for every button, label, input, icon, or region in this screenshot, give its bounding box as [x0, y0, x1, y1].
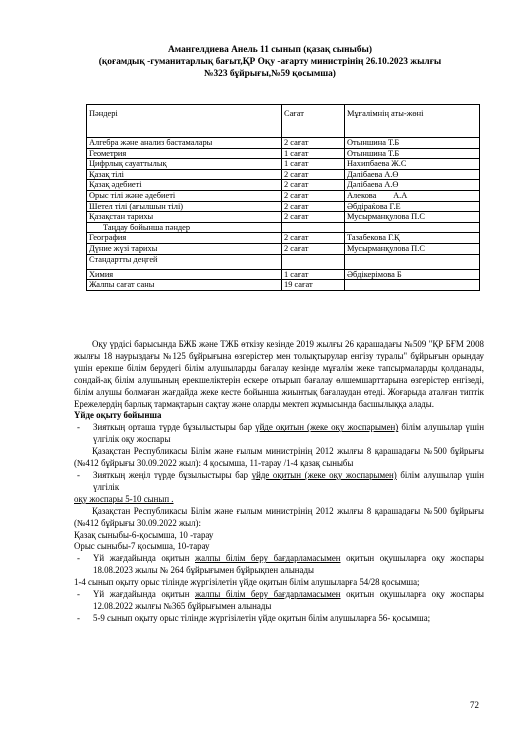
hours-cell: 1 сағат — [282, 148, 345, 159]
section-label-elective: Таңдау бойынша пәндер — [87, 222, 282, 233]
bullet-item — [74, 589, 484, 613]
hours-cell: 2 сағат — [282, 169, 345, 180]
teacher-cell: Тазабекова Г.Қ — [345, 233, 480, 244]
teacher-cell: Дәлібаева А.Ө — [345, 169, 480, 180]
teacher-cell: Алекова А.А — [345, 190, 480, 201]
russian-class-line: Орыс сыныбы-7 қосымша, 10-тарау — [74, 541, 210, 552]
teacher-cell — [345, 222, 480, 233]
bullet-dash: - — [77, 612, 80, 623]
teacher-cell: Мусырманқулова П.С — [345, 212, 480, 223]
paragraph-order-500-b: Қазақстан Республикасы Білім және ғылым министрінің 2012 жылғы 8 қарашадағы №500 бұйрығы (№412 бұйрығы 30.09.2022 жыл): — [74, 505, 484, 528]
bullet-text: Зияткың орташа түрде бұзылыстыры бар — [93, 422, 256, 433]
subject-cell: Шетел тілі (ағылшын тілі) — [87, 201, 282, 212]
hours-cell: 2 сағат — [282, 138, 345, 149]
table-row — [87, 212, 480, 223]
bullet-text: 5-9 сынып оқыту орыс тілінде жүргізілетін үйде оқитын білім алушыларға 56- қосымша; — [93, 612, 431, 623]
paragraph-grades-1-4: 1-4 сынып оқыту орыс тілінде жүргізілетін үйде оқитын білім алушыларға 54/28 қосымша; — [74, 577, 420, 588]
bullet-dash: - — [77, 469, 80, 480]
bullet-underlined-text: үйде оқитын (жеке оқу жоспарымен) — [251, 469, 397, 480]
teacher-cell: Әбдікерімова Б — [345, 269, 480, 280]
subject-cell: Қазақстан тарихы — [87, 212, 282, 223]
table-row — [87, 201, 480, 212]
subjects-table — [86, 104, 480, 291]
table-row — [87, 180, 480, 191]
subject-cell: Геометрия — [87, 148, 282, 159]
header-line-3: №323 бұйрығы,№59 қосымша) — [204, 69, 336, 80]
table-header-row — [87, 105, 480, 138]
total-hours-cell: 19 сағат — [282, 280, 345, 291]
subject-cell: Алгебра және анализ бастамалары — [87, 138, 282, 149]
table-section-row — [87, 254, 480, 269]
column-header-teacher: Мұғалімнің аты-жөні — [345, 105, 480, 138]
subject-cell: Химия — [87, 269, 282, 280]
total-label-cell: Жалпы сағат саны — [87, 280, 282, 291]
table-row — [87, 243, 480, 254]
hours-cell: 2 сағат — [282, 233, 345, 244]
table-section-row — [87, 222, 480, 233]
table-row — [87, 148, 480, 159]
table-total-row — [87, 280, 480, 291]
bullet-text: Үй жағдайында оқитын — [93, 589, 196, 600]
hours-cell: 2 сағат — [282, 212, 345, 223]
subject-cell: Цифрлық сауаттылық — [87, 159, 282, 170]
bullet-item — [74, 553, 484, 577]
hours-cell: 2 сағат — [282, 190, 345, 201]
subject-cell: Дүние жүзі тарихы — [87, 243, 282, 254]
table-row — [87, 233, 480, 244]
teacher-cell: Нахипбаева Ж.С — [345, 159, 480, 170]
bullet-text: оқитын оқушыларға оқу жоспары 18.08.2023 жылы № 264 бұйрығымен бұйрықпен алынады — [93, 553, 484, 576]
bullet-dash: - — [77, 589, 80, 600]
bullet-underlined-text: жалпы білім беру бағдарламасымен — [195, 589, 341, 600]
curriculum-grades-line: оқу жоспары 5-10 сынып . — [74, 493, 174, 504]
bullet-text: білім алушылар үшін үлгілік оқу жоспары — [93, 422, 485, 445]
bullet-item — [74, 422, 484, 446]
teacher-cell — [345, 280, 480, 291]
hours-cell — [282, 222, 345, 233]
bullet-dash: - — [77, 553, 80, 564]
paragraph-assessment: Оқу үрдісі барысында БЖБ және ТЖБ өткізу кезінде 2019 жылғы 26 қарашадағы №509 "ҚР БҒМ 2008 жылғы 18 наурыздағы №125 бұйрығына өзгерістер мен толықтырулар енгізу туралы" бұйрығын орындау үшін ерекше білім берудегі білім алушыларды бағалау кезінде мұғалім жеке тапсырмаларды қолданады, сондай-ақ білім алушының ерекшеліктерін ескере отырып бағалау өлшемшарттарына өзгерістер енгізеді, білім алушы болмаған жағдайда жеке кесте бойынша жиынтық бағалаудан өтеді. Жоғарыда аталған типтік Ережелердің барлық тармақтарын сақтау және оларды мектеп жұмысында басшылыққа алады. — [74, 339, 484, 409]
section-heading-home-schooling: Үйде оқыту бойынша — [74, 410, 162, 421]
page-number: 72 — [470, 700, 479, 710]
column-header-hours: Сағат — [282, 105, 345, 138]
bullet-text: оқитын оқушыларға оқу жоспары 12.08.2022 жылғы №365 бұйрығымен алынады — [93, 589, 484, 611]
subject-cell: Қазақ әдебиеті — [87, 180, 282, 191]
column-header-subjects: Пәндері — [87, 105, 282, 138]
header-line-1: Амангелдиева Анель 11 сынып (қазақ сыныбы) — [168, 45, 372, 55]
hours-cell: 1 сағат — [282, 159, 345, 170]
hours-cell: 2 сағат — [282, 201, 345, 212]
table-row — [87, 269, 480, 280]
hours-cell: 2 сағат — [282, 180, 345, 191]
table-row — [87, 138, 480, 149]
table-row — [87, 169, 480, 180]
table-row — [87, 159, 480, 170]
teacher-cell: Мусырманқулова П.С — [345, 243, 480, 254]
section-label-standard: Стандартты деңгей — [87, 254, 282, 269]
teacher-cell — [345, 254, 480, 269]
subject-cell: География — [87, 233, 282, 244]
document-body — [74, 339, 484, 625]
teacher-cell: Дәлібаева А.Ө — [345, 180, 480, 191]
document-header — [70, 44, 470, 81]
hours-cell: 1 сағат — [282, 269, 345, 280]
bullet-text: білім алушылар үшін үлгілік — [93, 469, 485, 492]
bullet-item — [74, 613, 484, 625]
teacher-cell: Отыншина Т.Б — [345, 148, 480, 159]
table-row — [87, 190, 480, 201]
bullet-text: Зияткың жеңіл түрде бұзылыстыры бар — [93, 469, 252, 480]
header-line-2: (қоғамдық -гуманитарлық бағыт,ҚР Оқу -ағарту министрінің 26.10.2023 жылғы — [98, 57, 442, 68]
hours-cell — [282, 254, 345, 269]
bullet-underlined-text: үйде оқитын (жеке оқу жоспарымен) — [255, 422, 399, 433]
teacher-cell: Әбдіраќова Г.Е — [345, 201, 480, 212]
bullet-text: Үй жағдайында оқитын — [93, 553, 196, 564]
subject-cell: Орыс тілі және әдебиеті — [87, 190, 282, 201]
hours-cell: 2 сағат — [282, 243, 345, 254]
bullet-dash: - — [77, 422, 80, 433]
teacher-cell: Отыншина Т.Б — [345, 138, 480, 149]
subject-cell: Қазақ тілі — [87, 169, 282, 180]
bullet-item — [74, 470, 484, 494]
kazakh-class-line: Қазақ сыныбы-6-қосымша, 10 -тарау — [74, 529, 214, 540]
paragraph-order-500: Қазақстан Республикасы Білім және ғылым министрінің 2012 жылғы 8 қарашадағы №500 бұйрығы (№412 бұйрығы 30.09.2022 жыл): 4 қосымша, 11-тарау /1-4 қазақ сыныбы — [74, 446, 484, 469]
bullet-underlined-text: жалпы білім беру бағдарламасымен — [195, 553, 341, 564]
